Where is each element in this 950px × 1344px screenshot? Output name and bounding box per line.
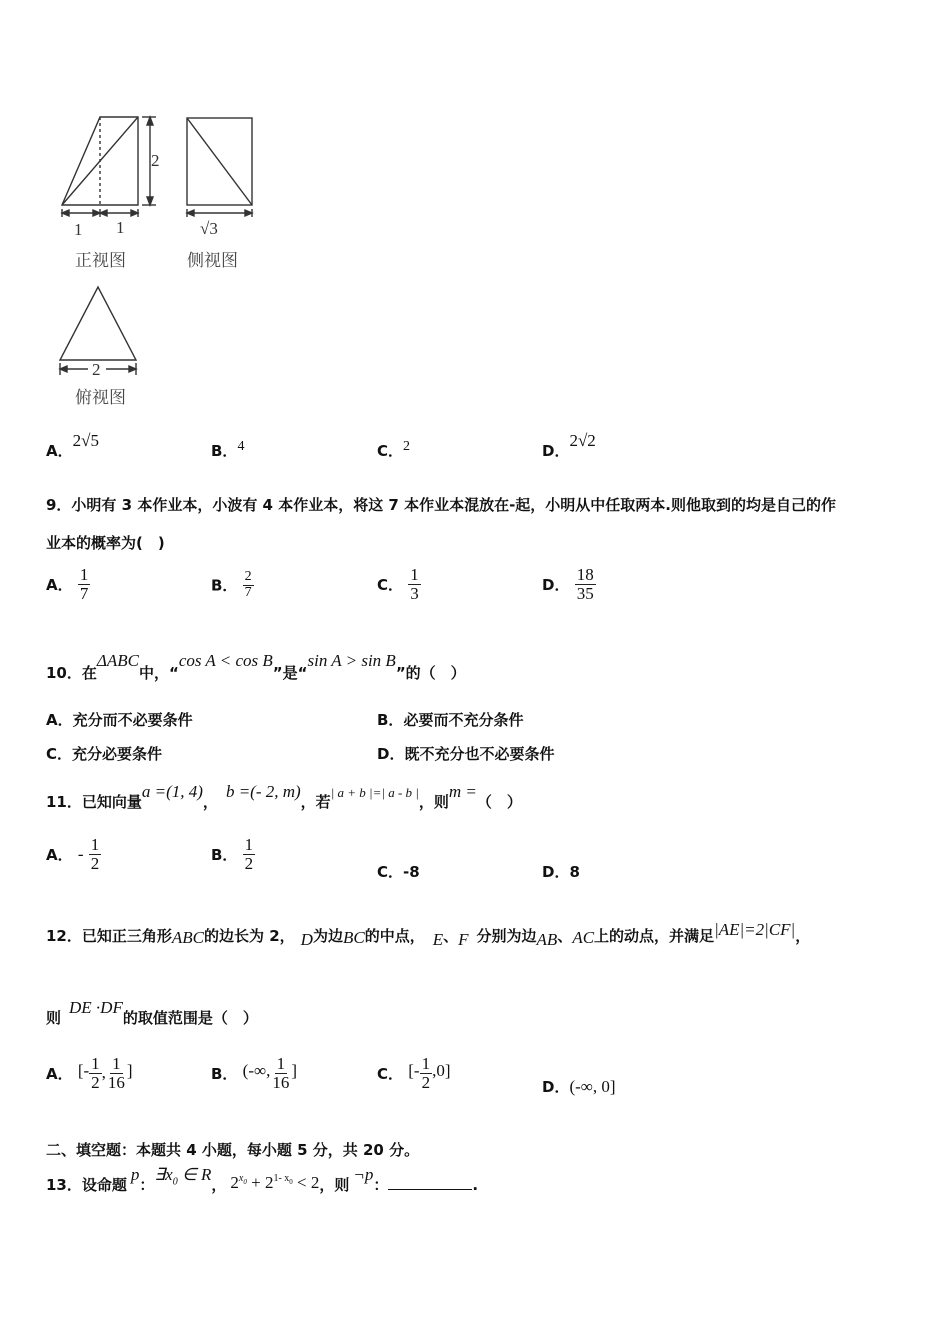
- q8-option-a-value: 2√5: [72, 431, 99, 450]
- front-view: [62, 117, 156, 217]
- q12-a-frac2: [106, 1055, 127, 1092]
- q11-c-text: -8: [403, 863, 420, 881]
- q12-a-num2: 1: [112, 1054, 121, 1073]
- q9-b-den: 7: [244, 584, 252, 600]
- q12-c-open: [-: [408, 1061, 420, 1080]
- three-view-figure: [50, 105, 270, 415]
- q11-a-den: 2: [90, 853, 100, 873]
- q9-stem-line1: 9．小明有 3 本作业本，小波有 4 本作业本，将这 7 本作业本混放在-起，小明从中任取两本.则他取到的均是自己的作: [46, 496, 837, 514]
- q12-option-a[interactable]: [46, 1055, 133, 1092]
- q12-a-frac1: [89, 1055, 102, 1092]
- q12-f: F: [458, 930, 469, 949]
- q11-option-c[interactable]: [377, 861, 420, 882]
- q12-stem-line2: [46, 997, 258, 1027]
- q8-option-a[interactable]: [46, 431, 99, 461]
- q12-p4: 的中点，: [364, 927, 425, 945]
- q11-a-sign: -: [77, 844, 84, 864]
- q9-option-c[interactable]: [377, 566, 421, 603]
- q10-prefix: 10．在: [46, 664, 97, 682]
- q10-c-text: 充分必要条件: [72, 745, 163, 763]
- q12-b-num: 1: [276, 1054, 286, 1073]
- q12-abc: ABC: [171, 928, 204, 947]
- q8-option-c-letter: C．: [377, 442, 404, 460]
- q12-p5: 、: [443, 927, 459, 945]
- q10-option-a[interactable]: [46, 709, 193, 730]
- q9-c-den: 3: [410, 583, 419, 603]
- q12-b-close: ]: [291, 1061, 298, 1080]
- q9-d-num: 18: [576, 565, 594, 584]
- q13-end: .: [472, 1176, 479, 1194]
- front-height-label: 2: [151, 151, 160, 170]
- q8-option-a-letter: A．: [46, 442, 73, 460]
- q12-option-c[interactable]: [377, 1055, 451, 1092]
- q8-option-d[interactable]: [542, 431, 596, 461]
- q12-e: E: [432, 930, 444, 949]
- q9-option-c-fraction: [408, 566, 421, 603]
- q8-option-d-value: 2√2: [569, 431, 596, 450]
- q13-prefix: 13．设命题: [46, 1176, 127, 1194]
- q9-d-den: 35: [576, 583, 594, 603]
- q12-c-close: ,0]: [432, 1061, 451, 1080]
- q13-colon2: ：: [373, 1176, 389, 1194]
- q12-expr: DE ·DF: [69, 998, 123, 1017]
- q9-a-den: 7: [79, 583, 89, 603]
- q12-option-d[interactable]: [542, 1076, 616, 1097]
- q11-a-letter: A．: [46, 845, 73, 864]
- section2-title: 二、填空题：本题共 4 小题，每小题 5 分，共 20 分。: [46, 1141, 420, 1159]
- q11-ask: m =: [448, 782, 477, 801]
- side-width-label: √3: [200, 219, 218, 238]
- q12-c-den: 2: [421, 1072, 431, 1092]
- q12-c-frac: [420, 1055, 433, 1092]
- q9-a-num: 1: [79, 565, 89, 584]
- q11-a-num: 1: [90, 835, 100, 854]
- q10-b-text: 必要而不充分条件: [403, 711, 524, 729]
- q13-neg: ¬p: [353, 1165, 374, 1184]
- q9-option-d[interactable]: [542, 566, 596, 603]
- q12-a-den2: 16: [107, 1072, 125, 1092]
- side-view-label: 侧视图: [187, 251, 238, 271]
- q12-a-open: [-: [77, 1061, 90, 1080]
- q11-prefix: 11．已知向量: [46, 793, 142, 811]
- q11-b-num: 1: [244, 835, 254, 854]
- q12-a-num1: 1: [91, 1054, 100, 1073]
- front-view-label: 正视图: [75, 251, 126, 271]
- q9-stem-line2: 业本的概率为( ): [46, 534, 165, 552]
- q12-p6: 分别为边: [476, 927, 537, 945]
- q11-cond: | a + b |=| a - b |: [330, 785, 419, 800]
- q12-cond: |AE|=2|CF|: [714, 920, 796, 939]
- q10-c-letter: C．: [46, 745, 73, 763]
- q11-option-d[interactable]: [542, 861, 580, 882]
- q10-stem: [46, 650, 466, 682]
- q12-a-den1: 2: [91, 1072, 100, 1092]
- q12-a-letter: A．: [46, 1064, 73, 1083]
- q12-a-comma: ,: [101, 1062, 106, 1082]
- q12-a-close: ]: [126, 1061, 133, 1080]
- q12-p7: 、: [557, 927, 573, 945]
- q11-vec-a: a =(1, 4): [141, 782, 203, 801]
- q11-c-letter: C．: [377, 863, 404, 881]
- q13-plus: + 2: [251, 1173, 274, 1192]
- q12-ac: AC: [572, 928, 595, 947]
- q13-mid: ，则: [319, 1176, 350, 1194]
- q10-option-d[interactable]: [377, 743, 554, 764]
- q8-option-c[interactable]: [377, 440, 410, 461]
- q13-exp1: [238, 1173, 247, 1187]
- q12-p1: 12．已知正三角形: [46, 927, 172, 945]
- top-view-label: 俯视图: [75, 388, 126, 408]
- q11-mid: ，若: [300, 793, 331, 811]
- front-left-label: 1: [74, 220, 83, 239]
- q9-option-b[interactable]: [211, 570, 254, 600]
- q9-c-num: 1: [410, 565, 419, 584]
- q12-p9: ，: [795, 927, 811, 945]
- q12-stem-line1: [46, 920, 811, 949]
- q13-base1: 2: [230, 1173, 239, 1192]
- q12-option-b[interactable]: [211, 1055, 297, 1092]
- q10-mid2: ”是“: [272, 664, 308, 682]
- q12-bc: BC: [342, 928, 365, 947]
- q10-option-b[interactable]: [377, 709, 523, 730]
- q11-mid2: ，则: [418, 793, 449, 811]
- q9-option-c-letter: C．: [377, 575, 404, 594]
- q13-exp2-text: 1- x: [273, 1173, 290, 1185]
- q10-d-letter: D．: [377, 745, 405, 763]
- q13-stem: [46, 1164, 479, 1194]
- q11-d-text: 8: [569, 863, 580, 881]
- q12-p2: 的边长为 2，: [203, 927, 295, 945]
- q13-exp1-x: x: [238, 1173, 244, 1185]
- q13-p: p: [130, 1165, 140, 1184]
- q11-stem: [46, 781, 522, 811]
- q11-d-letter: D．: [542, 863, 570, 881]
- q12-line2-prefix: 则: [46, 1009, 62, 1027]
- q10-suffix: ”的（ ）: [395, 664, 466, 682]
- q13-exp2-sub: 0: [289, 1178, 293, 1187]
- q9-option-d-fraction: [575, 566, 596, 603]
- q12-ab: AB: [536, 930, 558, 949]
- q10-cond2: sin A > sin B: [307, 651, 396, 670]
- q9-option-b-letter: B．: [211, 576, 238, 595]
- q10-cond1: cos A < cos B: [178, 651, 273, 670]
- q13-colon: ：: [139, 1176, 155, 1194]
- q8-option-c-value: 2: [403, 439, 411, 454]
- q12-d-text: (-∞, 0]: [569, 1077, 616, 1096]
- q11-b-den: 2: [244, 853, 254, 873]
- q11-vec-b: b =(- 2, m): [225, 782, 301, 801]
- q12-b-letter: B．: [211, 1064, 238, 1083]
- q8-option-b-letter: B．: [211, 442, 238, 460]
- q13-exp1-sub: 0: [243, 1178, 247, 1187]
- front-right-label: 1: [116, 218, 125, 237]
- q12-line2-suffix: 的取值范围是（ ）: [122, 1009, 258, 1027]
- q10-triangle: ΔABC: [96, 651, 139, 670]
- q12-p3: 为边: [312, 927, 343, 945]
- q12-d: D: [300, 930, 313, 949]
- q12-c-num: 1: [421, 1054, 431, 1073]
- top-width-label: 2: [92, 360, 101, 379]
- q11-option-a[interactable]: [46, 836, 101, 873]
- q8-option-b-value: 4: [237, 439, 245, 454]
- q12-b-open: (-∞,: [242, 1061, 271, 1080]
- q9-option-a-fraction: [78, 566, 91, 603]
- q13-in-r: ∈ R: [181, 1165, 212, 1184]
- q12-b-den: 16: [272, 1072, 290, 1092]
- q9-b-num: 2: [244, 569, 252, 584]
- q9-option-b-fraction: [243, 570, 254, 600]
- q11-sep: ，: [202, 793, 218, 811]
- q13-exists: [154, 1165, 212, 1188]
- q11-a-fraction: [89, 836, 102, 873]
- q9-option-a-letter: A．: [46, 575, 73, 594]
- q12-b-frac: [270, 1055, 291, 1092]
- q13-answer-blank[interactable]: [388, 1175, 472, 1190]
- q11-option-b[interactable]: [211, 836, 255, 873]
- q12-d-letter: D．: [542, 1078, 570, 1096]
- q12-p8: 上的动点，并满足: [594, 927, 715, 945]
- q10-d-text: 既不充分也不必要条件: [404, 745, 555, 763]
- q13-lt: < 2: [297, 1173, 320, 1192]
- q13-exists-sub: 0: [172, 1176, 178, 1188]
- side-view: [187, 118, 252, 217]
- q8-option-d-letter: D．: [542, 442, 570, 460]
- q13-exists-sym: ∃x: [154, 1165, 173, 1184]
- q10-option-c[interactable]: [46, 743, 162, 764]
- q12-c-letter: C．: [377, 1064, 404, 1083]
- q10-b-letter: B．: [377, 711, 404, 729]
- q13-exp2: [273, 1173, 293, 1187]
- q10-a-letter: A．: [46, 711, 73, 729]
- q13-inequality: [230, 1173, 319, 1192]
- q8-option-b[interactable]: [211, 440, 244, 461]
- q10-a-text: 充分而不必要条件: [72, 711, 193, 729]
- q11-b-fraction: [243, 836, 256, 873]
- q10-mid1: 中，“: [138, 664, 179, 682]
- q11-b-letter: B．: [211, 845, 238, 864]
- q9-option-a[interactable]: [46, 566, 90, 603]
- q11-suffix: （ ）: [476, 793, 522, 811]
- q9-option-d-letter: D．: [542, 575, 570, 594]
- q13-comma: ，: [211, 1176, 227, 1194]
